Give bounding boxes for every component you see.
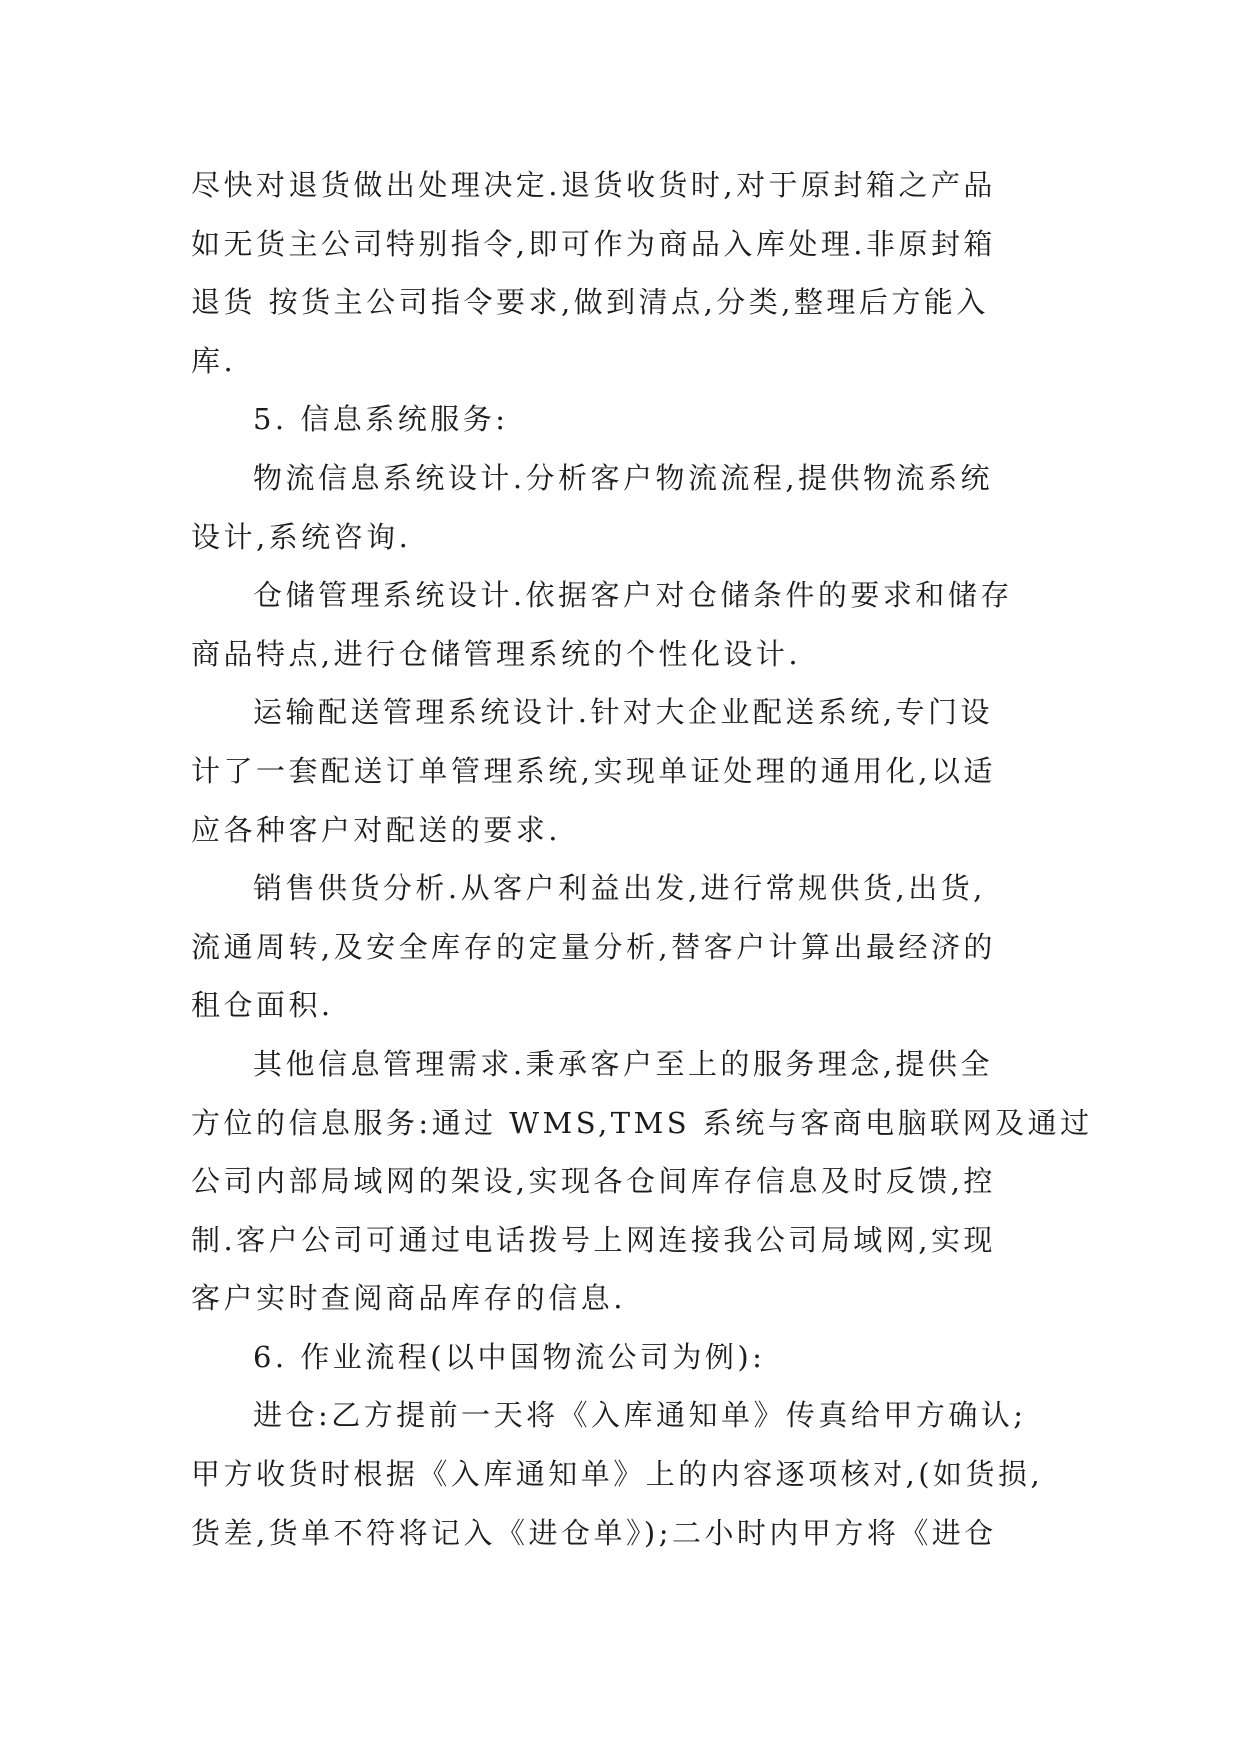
text-line: 甲方收货时根据《入库通知单》上的内容逐项核对,(如货损, [191,1457,1044,1492]
text-line: 仓储管理系统设计.依据客户对仓储条件的要求和储存 [253,578,1013,613]
text-line: 计了一套配送订单管理系统,实现单证处理的通用化,以适 [191,753,996,788]
text-line: 方位的信息服务:通过 WMS,TMS 系统与客商电脑联网及通过 [191,1105,1093,1140]
text-line: 货差,货单不符将记入《进仓单》);二小时内甲方将《进仓 [191,1515,997,1550]
document-body [191,156,1093,1562]
text-line: 流通周转,及安全库存的定量分析,替客户计算出最经济的 [191,929,996,964]
text-line: 商品特点,进行仓储管理系统的个性化设计. [191,636,802,671]
section-heading: 5. 信息系统服务: [253,402,509,437]
text-line: 退货 按货主公司指令要求,做到清点,分类,整理后方能入 [191,285,989,320]
text-line: 租仓面积. [191,988,334,1023]
text-line: 制.客户公司可通过电话拨号上网连接我公司局域网,实现 [191,1222,996,1257]
text-line: 库. [191,343,237,378]
text-line: 运输配送管理系统设计.针对大企业配送系统,专门设 [253,695,993,730]
text-line: 应各种客户对配送的要求. [191,812,561,847]
text-line: 其他信息管理需求.秉承客户至上的服务理念,提供全 [253,1046,993,1081]
text-line: 如无货主公司特别指令,即可作为商品入库处理.非原封箱 [191,226,996,261]
text-line: 客户实时查阅商品库存的信息. [191,1281,626,1316]
text-line: 尽快对退货做出处理决定.退货收货时,对于原封箱之产品 [191,168,996,202]
text-line: 销售供货分析.从客户利益出发,进行常规供货,出货, [253,871,986,906]
section-heading: 6. 作业流程(以中国物流公司为例): [253,1339,766,1374]
text-line: 物流信息系统设计.分析客户物流流程,提供物流系统 [253,460,993,495]
text-line: 公司内部局域网的架设,实现各仓间库存信息及时反馈,控 [191,1164,996,1199]
text-line: 设计,系统咨询. [191,519,412,554]
text-line: 进仓:乙方提前一天将《入库通知单》传真给甲方确认; [253,1398,1027,1433]
